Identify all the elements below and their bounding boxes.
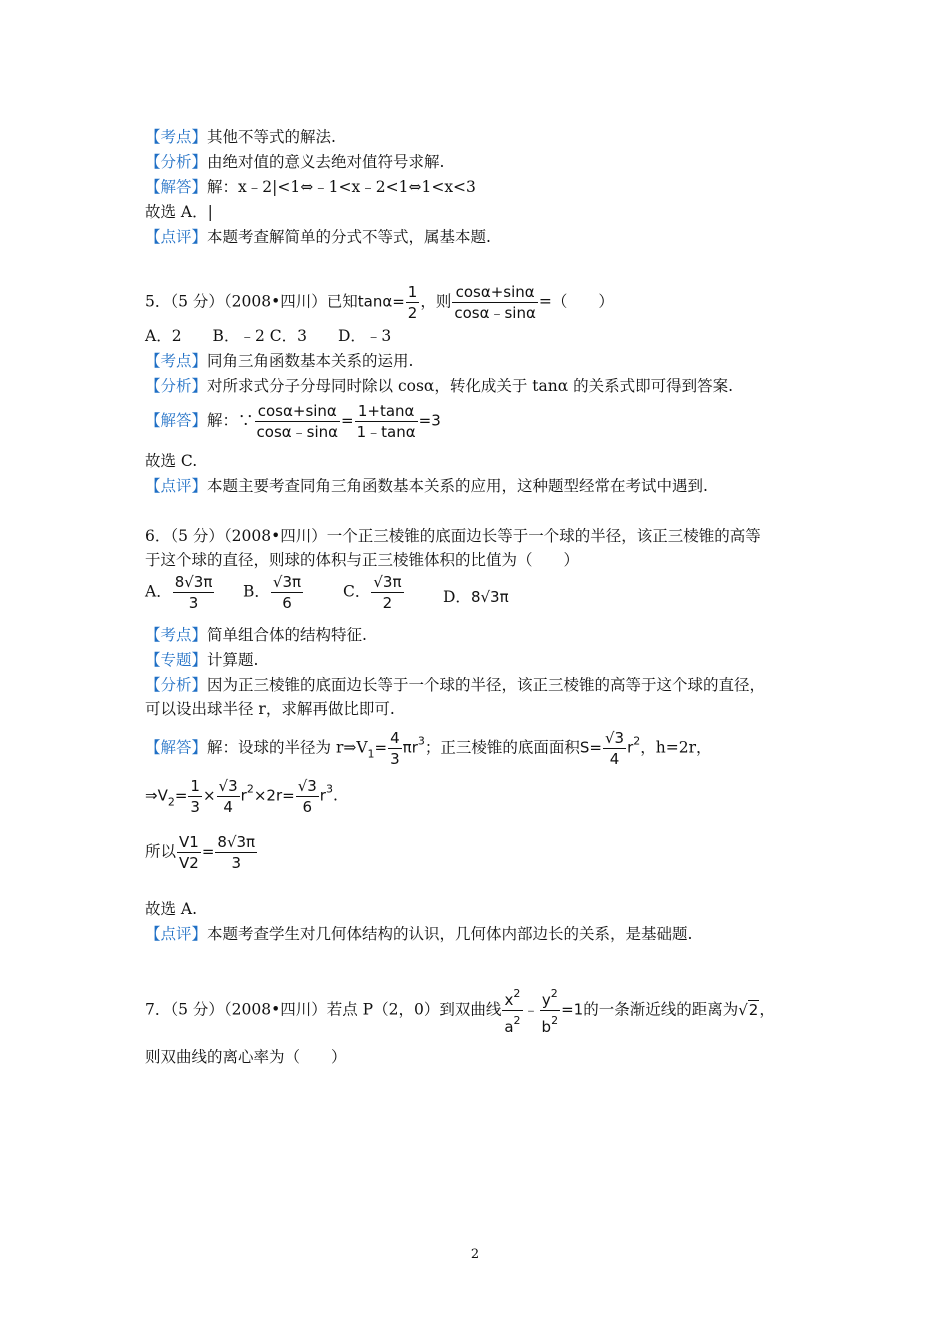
q5-fenxi: 【分析】对所求式分子分母同时除以 cosα，转化成关于 tanα 的关系式即可得到答案. xyxy=(145,377,734,395)
q5-sol-fraction-2: $\frac{1+\tan\alpha}{1﹣\tan\alpha}$ xyxy=(356,402,416,441)
q6-jieda-line1: 【解答】解：设球的半径为 $r\Rightarrow V_1=$ $\frac{4}{3}$ $\pi r^3$；正三棱锥的底面面积S= $\frac{√3}{4}$ $r^2$，h=2r， xyxy=(145,729,712,768)
q6-fenxi-line1: 【分析】因为正三棱锥的底面边长等于一个球的半径，该正三棱锥的高等于这个球的直径， xyxy=(145,676,766,694)
q6-l2-fraction-1: $\frac{1}{3}$ xyxy=(190,777,200,816)
q6-ratio-lhs: $\frac{V1}{V2}$ xyxy=(179,833,199,872)
q7-y-fraction: $\frac{y^2}{b^2}$ xyxy=(541,987,559,1036)
q5-kaodian: 【考点】同角三角函数基本关系的运用. xyxy=(145,352,414,370)
q7-stem-line1: 7．（5 分）（2008•四川）若点 P（2，0）到双曲线 $\frac{x^2}{a^2}$ ﹣ $\frac{y^2}{b^2}$ =1的一条渐近线的距离为√2， xyxy=(145,987,775,1036)
q6-dianping: 【点评】本题考查学生对几何体结构的认识，几何体内部边长的关系，是基础题. xyxy=(145,925,693,943)
q6-zhuanti: 【专题】计算题. xyxy=(145,651,259,669)
q4-fenxi: 【分析】由绝对值的意义去绝对值符号求解. xyxy=(145,153,445,171)
q6-option-a-fraction: $\frac{8√3\pi}{3}$ xyxy=(174,573,213,612)
q6-kaodian: 【考点】简单组合体的结构特征. xyxy=(145,626,367,644)
q6-option-b-fraction: $\frac{√3\pi}{6}$ xyxy=(272,573,302,612)
q7-stem-line2: 则双曲线的离心率为（ ） xyxy=(145,1048,347,1066)
q6-stem-line1: 6．（5 分）（2008•四川）一个正三棱锥的底面边长等于一个球的半径，该正三棱锥的高等 xyxy=(145,527,761,545)
q5-dianping: 【点评】本题主要考查同角三角函数基本关系的应用，这种题型经常在考试中遇到. xyxy=(145,477,708,495)
q6-stem-line2: 于这个球的直径，则球的体积与正三棱锥体积的比值为（ ） xyxy=(145,551,580,569)
q4-guxuan: 故选 A．| xyxy=(145,203,213,221)
q4-jieda: 【解答】解：x﹣2|<1⇔﹣1<x﹣2<1⇔1<x<3 xyxy=(145,178,476,196)
q5-half-fraction: $\frac{1}{2}$ xyxy=(407,283,418,322)
q6-s-fraction: $\frac{√3}{4}$ xyxy=(604,729,625,768)
q6-option-c-fraction: $\frac{√3\pi}{2}$ xyxy=(373,573,402,612)
q7-sqrt2: √2 xyxy=(738,1000,759,1019)
page-number: 2 xyxy=(470,1247,480,1262)
q4-dianping: 【点评】本题考查解简单的分式不等式，属基本题. xyxy=(145,228,491,246)
q5-expr-fraction: $\frac{\cos\alpha+\sin\alpha}{\cos\alpha﹣\sin\alpha}$ xyxy=(454,283,536,322)
q6-l2-fraction-3: $\frac{√3}{6}$ xyxy=(297,777,317,816)
q6-option-a: A． $\frac{8√3\pi}{3}$ xyxy=(145,573,213,612)
q6-guxuan: 故选 A. xyxy=(145,900,198,918)
q6-ratio: 所以 $\frac{V1}{V2}$ = $\frac{8√3\pi}{3}$ xyxy=(145,833,256,872)
q6-jieda-line2: $\Rightarrow V_2=$ $\frac{1}{3}$ × $\frac{√3}{4}$ $r^2\times 2r=$ $\frac{√3}{6}$ $r^3$. xyxy=(145,777,338,816)
q7-x-fraction: $\frac{x^2}{a^2}$ xyxy=(504,987,521,1036)
q6-option-b: B． $\frac{√3\pi}{6}$ xyxy=(243,573,302,612)
q5-jieda: 【解答】解：∵ $\frac{\cos\alpha+\sin\alpha}{\cos\alpha﹣\sin\alpha}$ = $\frac{1+\tan\alpha}{1﹣\tan\alpha}$ =3 xyxy=(145,402,441,441)
q5-stem: 5．（5 分）（2008•四川）已知tanα= $\frac{1}{2}$ ，则 $\frac{\cos\alpha+\sin\alpha}{\cos\alpha﹣\sin\alpha}$ =（ ） xyxy=(145,283,614,322)
q6-l2-fraction-2: $\frac{√3}{4}$ xyxy=(218,777,238,816)
q5-sol-fraction-1: $\frac{\cos\alpha+\sin\alpha}{\cos\alpha﹣\sin\alpha}$ xyxy=(256,402,339,441)
q6-ratio-rhs: $\frac{8√3\pi}{3}$ xyxy=(217,833,256,872)
q6-fenxi-line2: 可以设出球半径 r，求解再做比即可. xyxy=(145,700,395,718)
q6-option-c: C． $\frac{√3\pi}{2}$ xyxy=(343,573,402,612)
q5-guxuan: 故选 C. xyxy=(145,452,198,470)
q6-v1-fraction: $\frac{4}{3}$ xyxy=(390,729,400,768)
q6-option-d: D．8√3π xyxy=(443,588,509,606)
q5-options: A．2 B．﹣2 C．3 D．﹣3 xyxy=(145,327,392,345)
q4-kaodian: 【考点】其他不等式的解法. xyxy=(145,128,336,146)
